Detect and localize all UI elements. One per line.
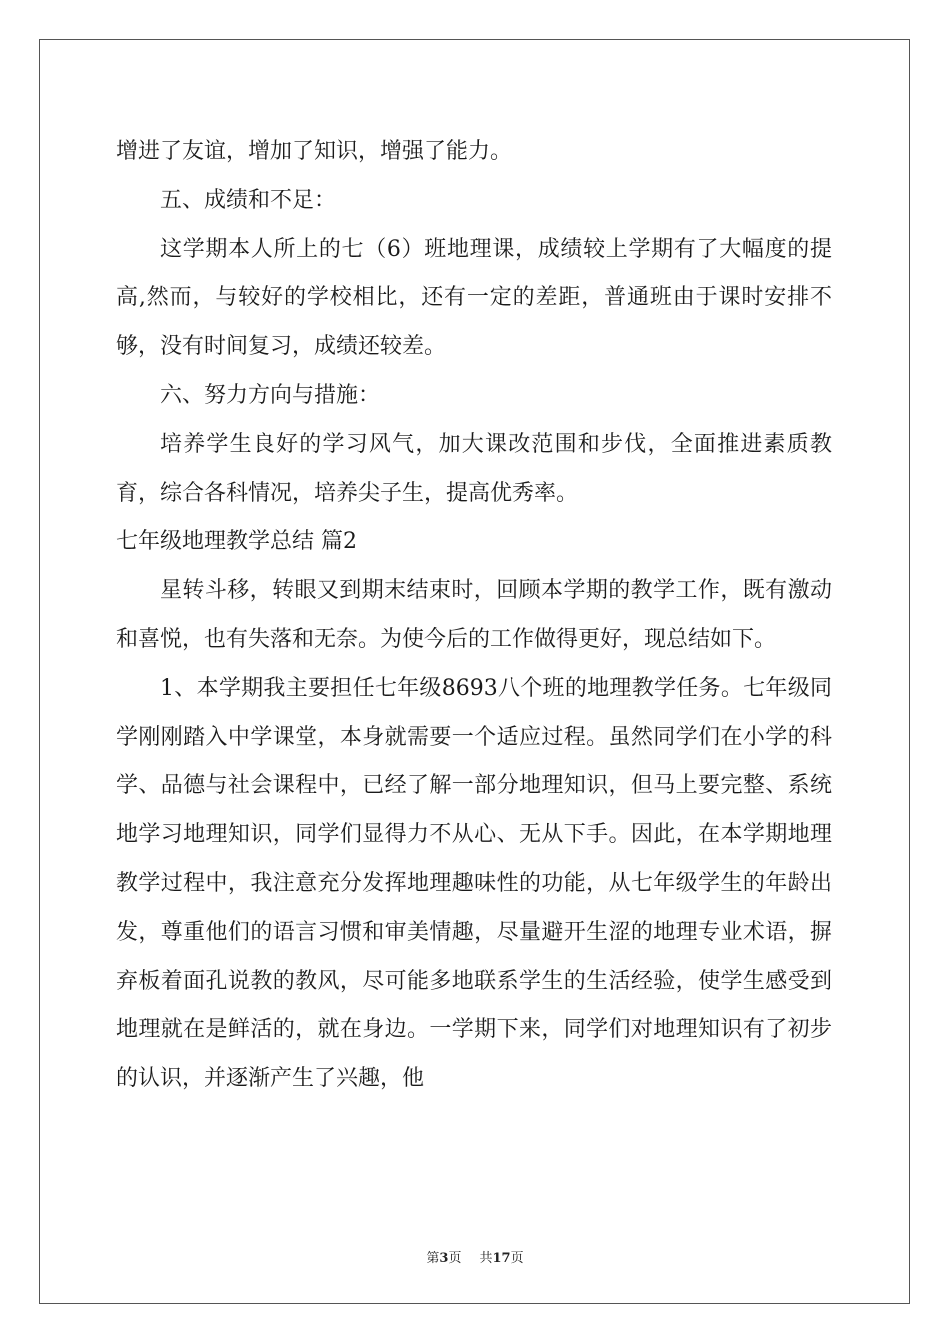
footer-page-total: 17 xyxy=(492,1251,511,1266)
article-title: 七年级地理教学总结 篇2 xyxy=(116,529,357,555)
footer-page-prefix: 第 xyxy=(426,1251,440,1266)
footer-total-prefix: 共 xyxy=(479,1251,493,1266)
document-body xyxy=(116,128,832,1104)
paragraph-results: 这学期本人所上的七（6）班地理课，成绩较上学期有了大幅度的提高,然而，与较好的学校相比，还有一定的差距，普通班由于课时安排不够，没有时间复习，成绩还较差。 xyxy=(116,236,832,360)
footer-page-suffix: 页 xyxy=(448,1251,462,1266)
footer-total-suffix: 页 xyxy=(510,1251,524,1266)
paragraph-intro: 星转斗移，转眼又到期末结束时，回顾本学期的教学工作，既有激动和喜悦，也有失落和无奈。为使今后的工作做得更好，现总结如下。 xyxy=(116,578,832,652)
footer-page-current: 3 xyxy=(439,1251,449,1266)
page-footer xyxy=(0,1247,950,1266)
paragraph-1: 增进了友谊，增加了知识，增强了能力。 xyxy=(116,139,513,164)
section-heading-direction: 六、努力方向与措施： xyxy=(160,382,381,408)
paragraph-item-1: 1、本学期我主要担任七年级8693八个班的地理教学任务。七年级同学刚刚踏入中学课堂，本身就需要一个适应过程。虽然同学们在小学的科学、品德与社会课程中，已经了解一部分地理知识，但马上要完整、系统地学习地理知识，同学们显得力不从心、无从下手。因此，在本学期地理教学过程中，我注意充分发挥地理趣味性的功能，从七年级学生的年龄出发，尊重他们的语言习惯和审美情趣，尽量避开生涩的地理专业术语，摒弃板着面孔说教的教风，尽可能多地联系学生的生活经验，使学生感受到地理就在是鲜活的，就在身边。一学期下来，同学们对地理知识有了初步的认识，并逐渐产生了兴趣，他 xyxy=(116,675,832,1092)
section-heading-results: 五、成绩和不足： xyxy=(160,187,337,213)
paragraph-direction: 培养学生良好的学习风气，加大课改范围和步伐，全面推进素质教育，综合各科情况，培养尖子生，提高优秀率。 xyxy=(116,431,832,506)
